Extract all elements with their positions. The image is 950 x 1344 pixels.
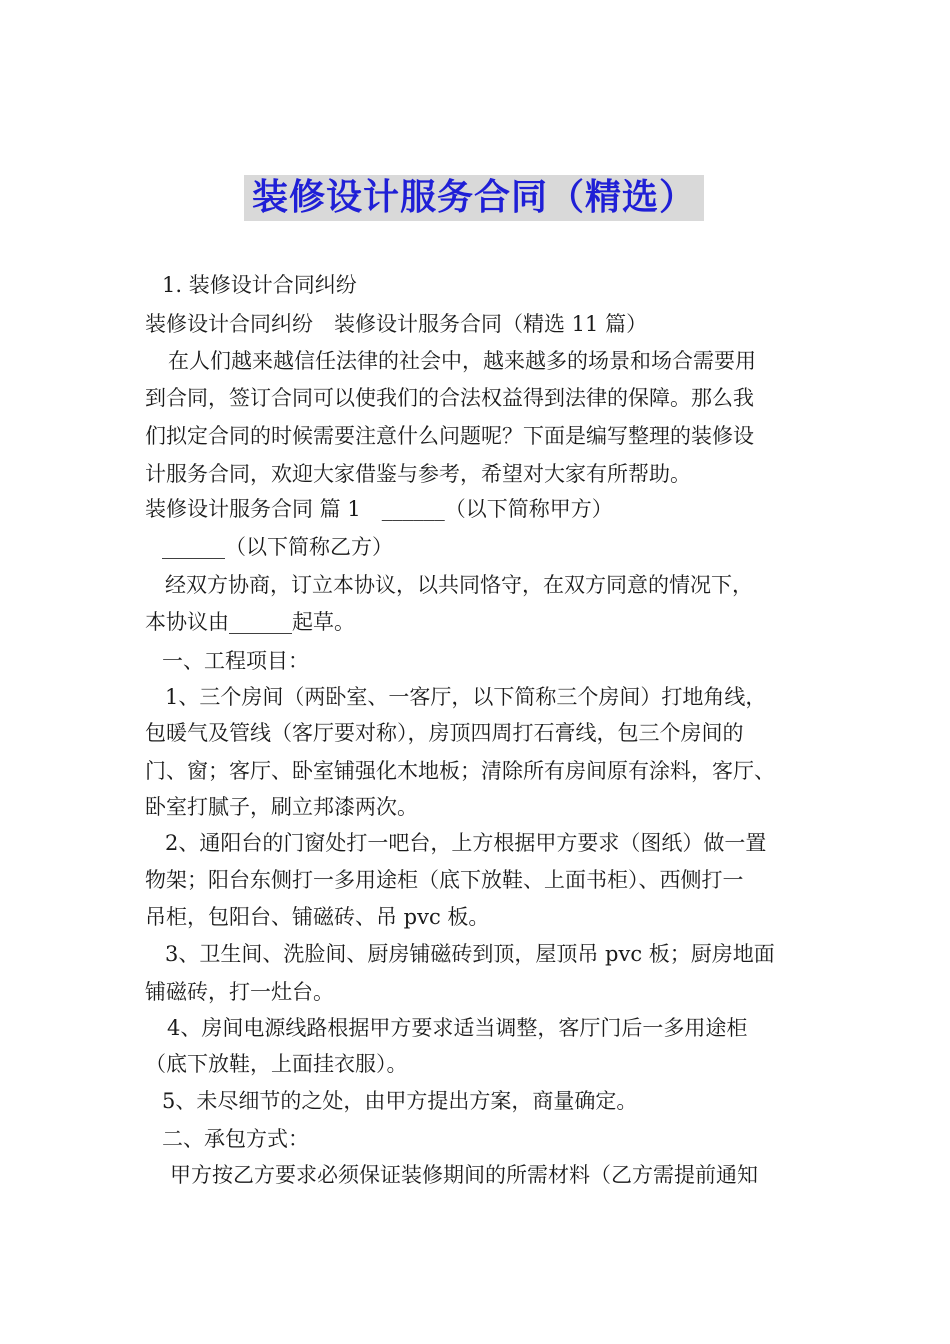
intro-line-4: 计服务合同，欢迎大家借鉴与参考，希望对大家有所帮助。 [145, 462, 691, 486]
intro-line-1: 在人们越来越信任法律的社会中，越来越多的场景和场合需要用 [168, 349, 756, 373]
item-1-line-1: 1、三个房间（两卧室、一客厅，以下简称三个房间）打地角线， [165, 685, 767, 709]
agreement-line-2: 本协议由______起草。 [145, 610, 355, 634]
item-2-line-1: 2、通阳台的门窗处打一吧台，上方根据甲方要求（图纸）做一置 [165, 831, 767, 855]
item-3-line-2: 铺磁砖，打一灶台。 [145, 980, 334, 1004]
item-2-line-3: 吊柜，包阳台、铺磁砖、吊 pvc 板。 [145, 905, 490, 929]
party-a-line: 装修设计服务合同 篇 1 ______（以下简称甲方） [145, 497, 613, 521]
section-2-heading: 二、承包方式： [162, 1127, 309, 1151]
section-1-heading: 一、工程项目： [162, 649, 309, 673]
item-3-line-1: 3、卫生间、洗脸间、厨房铺磁砖到顶，屋顶吊 pvc 板；厨房地面 [165, 942, 775, 966]
intro-line-3: 们拟定合同的时候需要注意什么问题呢？下面是编写整理的装修设 [145, 424, 754, 448]
section-heading: 1. 装修设计合同纠纷 [162, 273, 357, 297]
contract-method-line: 甲方按乙方要求必须保证装修期间的所需材料（乙方需提前通知 [170, 1163, 758, 1187]
agreement-line-1: 经双方协商，订立本协议，以共同恪守，在双方同意的情况下， [165, 573, 753, 597]
item-5-line: 5、未尽细节的之处，由甲方提出方案，商量确定。 [162, 1089, 638, 1113]
item-4-line-2: （底下放鞋，上面挂衣服）。 [145, 1052, 408, 1076]
party-b-line: ______（以下简称乙方） [162, 535, 393, 559]
item-2-line-2: 物架；阳台东侧打一多用途柜（底下放鞋、上面书柜）、西侧打一 [145, 868, 744, 892]
intro-line-2: 到合同，签订合同可以使我们的合法权益得到法律的保障。那么我 [145, 386, 754, 410]
item-1-line-4: 卧室打腻子，刷立邦漆两次。 [145, 795, 418, 819]
subtitle-line: 装修设计合同纠纷 装修设计服务合同（精选 11 篇） [145, 312, 648, 336]
document-title: 装修设计服务合同（精选） [244, 175, 704, 221]
item-4-line-1: 4、房间电源线路根据甲方要求适当调整，客厅门后一多用途柜 [167, 1016, 748, 1040]
item-1-line-2: 包暖气及管线（客厅要对称），房顶四周打石膏线，包三个房间的 [145, 721, 744, 745]
item-1-line-3: 门、窗；客厅、卧室铺强化木地板；清除所有房间原有涂料，客厅、 [145, 759, 775, 783]
